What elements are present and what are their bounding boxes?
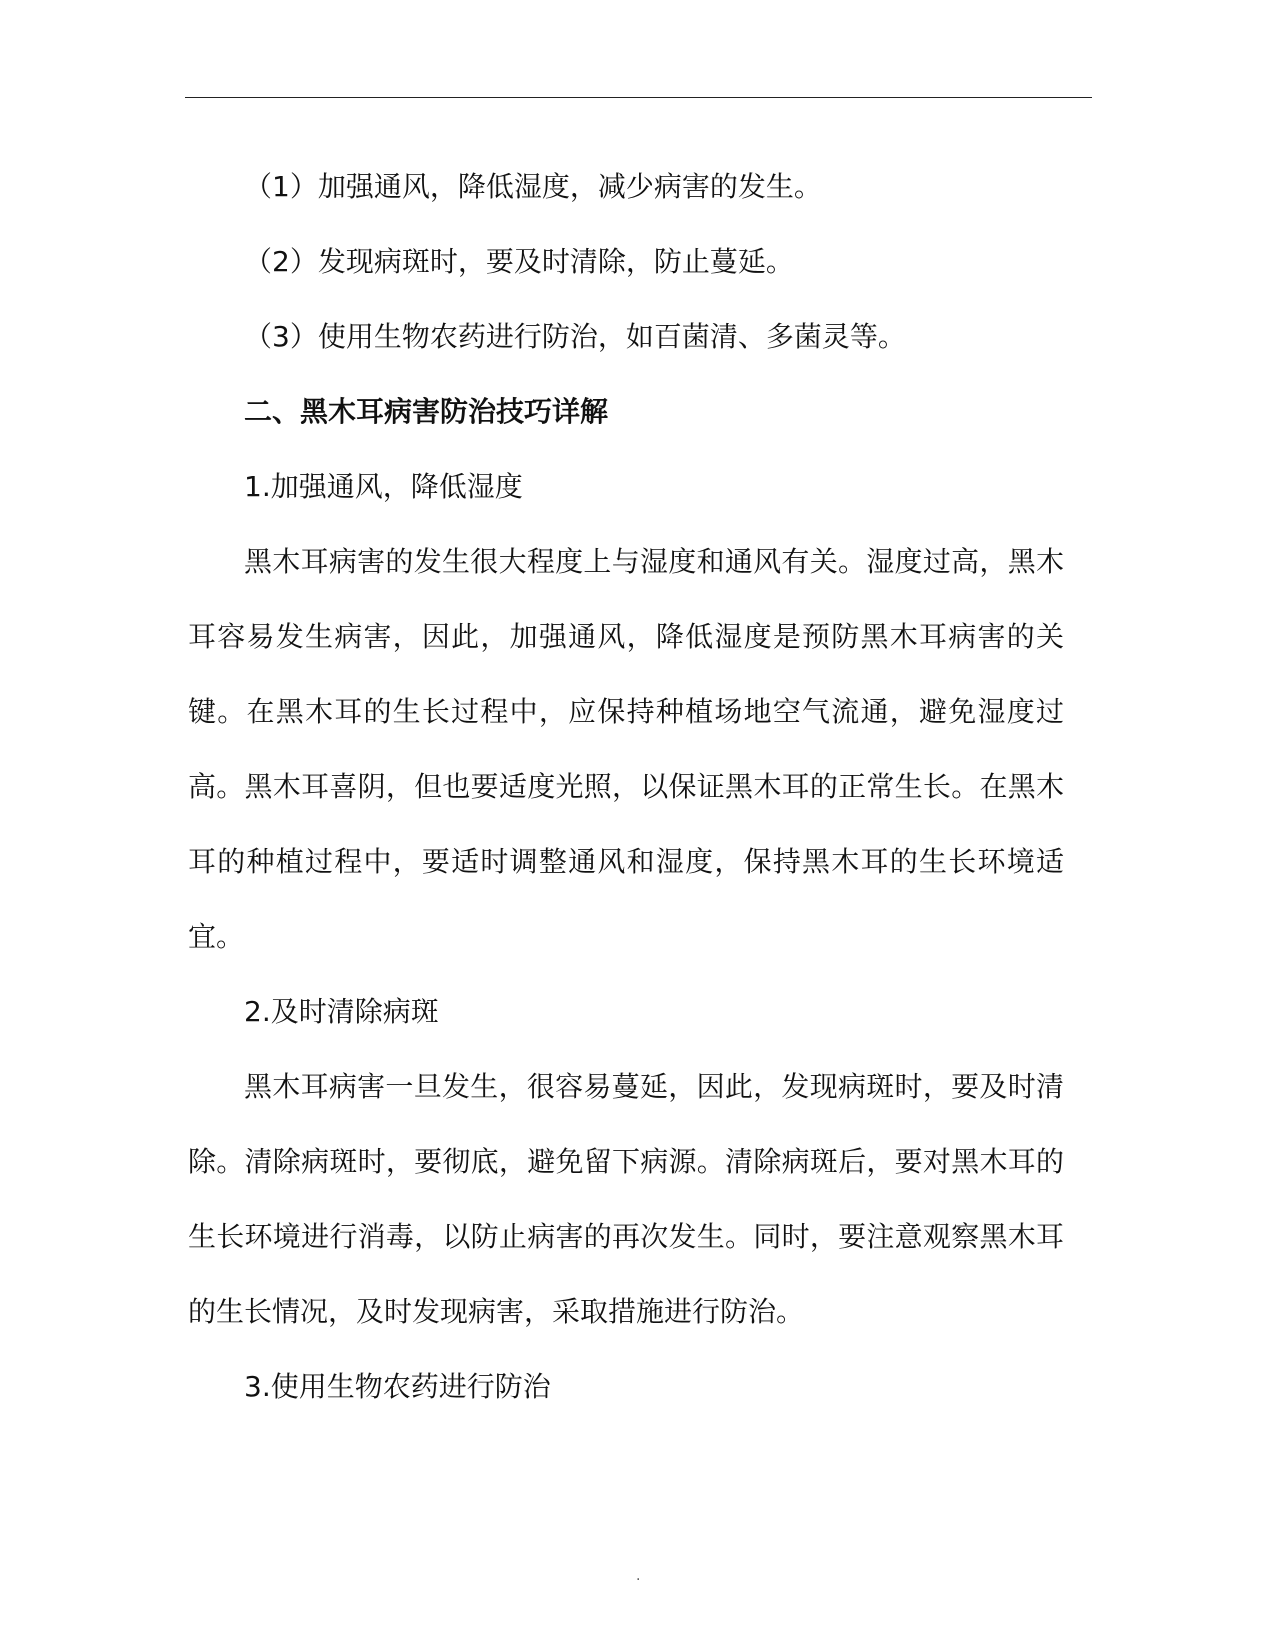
list-item-1: （1）加强通风，降低湿度，减少病害的发生。 [244,170,822,203]
subheading-1: 1.加强通风，降低湿度 [244,470,523,503]
paragraph-1: 黑木耳病害的发生很大程度上与湿度和通风有关。湿度过高，黑木耳容易发生病害，因此，加强通风，降低湿度是预防黑木耳病害的关键。在黑木耳的生长过程中，应保持种植场地空气流通，避免湿度过高。黑木耳喜阴，但也要适度光照，以保证黑木耳的正常生长。在黑木耳的种植过程中，要适时调整通风和湿度，保持黑木耳的生长环境适宜。 [188,545,1064,953]
document-body [188,149,1064,1424]
subheading-2: 2.及时清除病斑 [244,995,439,1028]
paragraph-2: 黑木耳病害一旦发生，很容易蔓延，因此，发现病斑时，要及时清除。清除病斑时，要彻底，避免留下病源。清除病斑后，要对黑木耳的生长环境进行消毒，以防止病害的再次发生。同时，要注意观察黑木耳的生长情况，及时发现病害，采取措施进行防治。 [188,1070,1064,1328]
footer-mark: . [636,1568,641,1584]
header-rule [185,97,1092,98]
section-heading: 二、黑木耳病害防治技巧详解 [244,395,609,428]
subheading-3: 3.使用生物农药进行防治 [244,1370,551,1403]
list-item-3: （3）使用生物农药进行防治，如百菌清、多菌灵等。 [244,320,906,353]
list-item-2: （2）发现病斑时，要及时清除，防止蔓延。 [244,245,794,278]
